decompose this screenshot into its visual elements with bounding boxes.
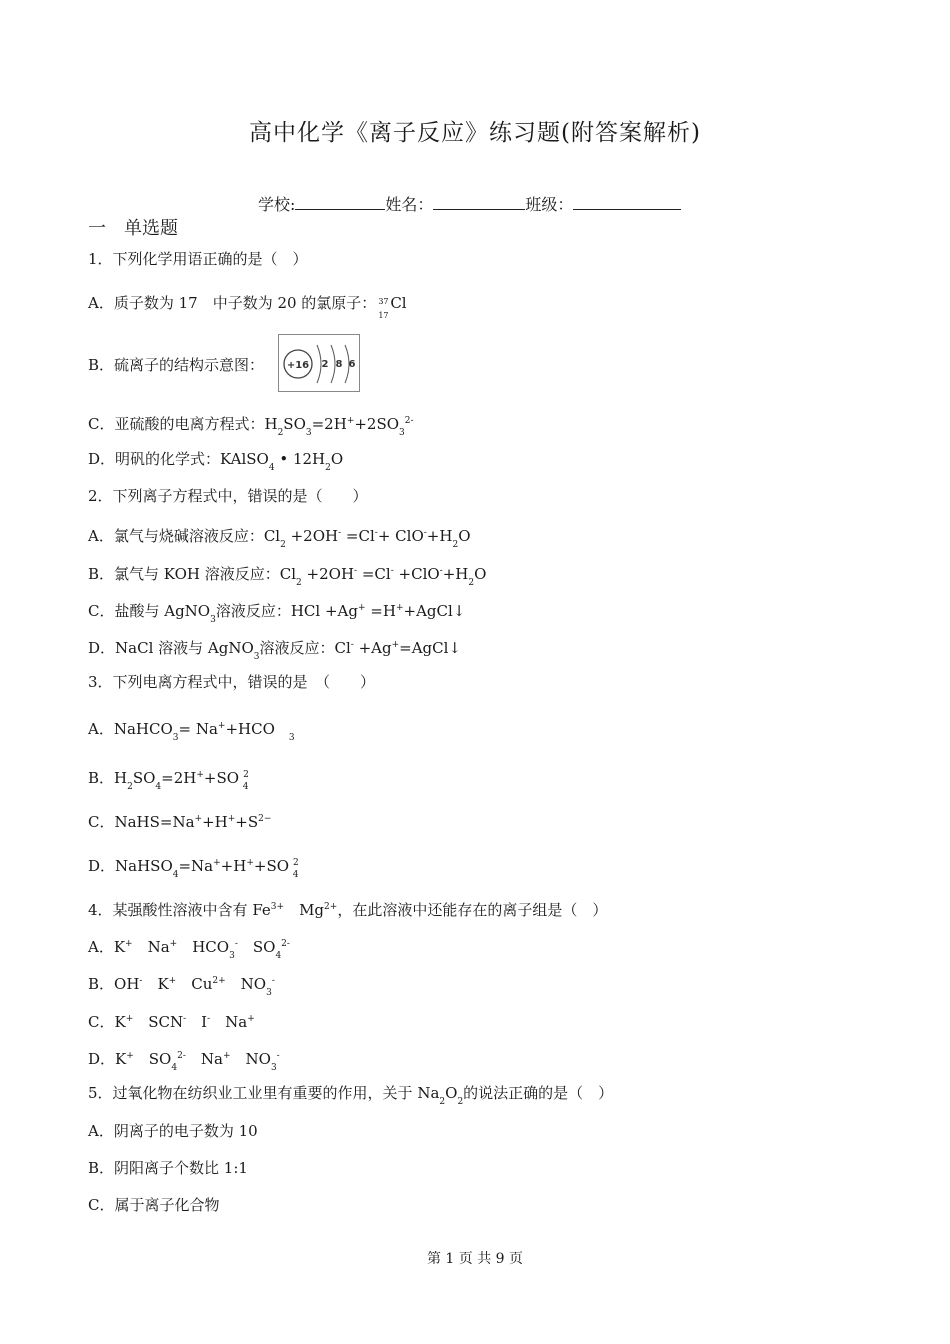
question-2-option-b: B．氯气与 KOH 溶液反应：$Cl_2 +2OH^- =Cl^- +ClO^-+H_2O$ [88,565,487,588]
name-blank [433,195,525,210]
question-4-option-d: D．K+ $SO_4^{2-}$ Na+ $NO_3^-$ [88,1050,280,1073]
page-title: 高中化学《离子反应》练习题(附答案解析) [249,120,701,146]
sulfide-ion-structure-diagram [278,334,360,392]
isotope-notation: 37 17 [378,297,389,320]
question-5-option-b: B．阴阳离子个数比 1:1 [88,1159,248,1177]
question-2-option-d: D．NaCl 溶液与 AgNO$_3$溶液反应：Cl- +Ag+=AgCl↓ [88,639,462,662]
school-label: 学校: [258,195,296,214]
question-1-option-a: A．质子数为 17 中子数为 20 的氯原子： 37 17 Cl [88,294,407,320]
question-5-option-c: C．属于离子化合物 [88,1196,220,1214]
question-3-option-c: C．$NaHS=Na^++H^++S^{2-}$ [88,813,272,831]
question-3-option-a: A．NaHCO$_3$= Na++HCO $_3$ [88,720,295,743]
question-3-stem: 3．下列电离方程式中，错误的是 （ ） [88,673,376,691]
question-5-option-a: A．阴离子的电子数为 10 [88,1122,258,1140]
name-label: 姓名： [385,195,434,214]
section-heading: 一 单选题 [88,218,178,239]
student-info-line [258,192,681,215]
question-1-option-c: C．亚硫酸的电离方程式：$H_2SO_3=2H^++2SO_3^{2-}$ [88,415,414,438]
shell-1-count: 2 [321,359,329,370]
question-2-option-c: C．盐酸与 AgNO$_3$溶液反应：HCl +Ag+ =H++AgCl↓ [88,602,466,625]
question-4-option-c: C．K+ SCN- I- Na+ [88,1013,255,1031]
question-1-option-d: D．明矾的化学式：KAlSO$_4$ • $12H_2O$ [88,450,344,473]
question-1-option-b: B．硫离子的结构示意图： [88,356,265,374]
question-4-stem: 4．某强酸性溶液中含有 $Fe^{3+}$ $Mg^{2+}$，在此溶液中还能存在的离子组是（ ） [88,901,608,919]
class-blank [573,195,681,210]
question-4-option-a: A．K+ Na+ $HCO_3^-$ $SO_4^{2-}$ [88,938,290,961]
question-5-stem: 5．过氧化物在纺织业工业里有重要的作用，关于 $Na_2O_2$的说法正确的是（ ） [88,1084,614,1107]
question-4-option-b: B．OH- K+ $Cu^{2+}$ $NO_3^-$ [88,975,275,998]
shell-3-count: 6 [348,359,356,370]
shell-2-count: 8 [335,359,343,370]
question-2-stem: 2．下列离子方程式中，错误的是（ ） [88,487,368,505]
question-1-stem: 1．下列化学用语正确的是（ ） [88,250,308,268]
question-3-option-d: D．NaHSO$_4$=Na++H++SO $^2_4$ [88,857,299,880]
school-blank [295,195,385,210]
class-label: 班级： [525,195,574,214]
nucleus-label: +16 [286,360,310,371]
question-2-option-a: A．氯气与烧碱溶液反应：$Cl_2 +2OH^- =Cl^-+ ClO^-+H_2O$ [88,527,471,550]
question-3-option-b: B．$H_2SO_4=2H^++SO$ $^2_4$ [88,769,249,792]
page-footer: 第 1 页 共 9 页 [426,1251,524,1267]
